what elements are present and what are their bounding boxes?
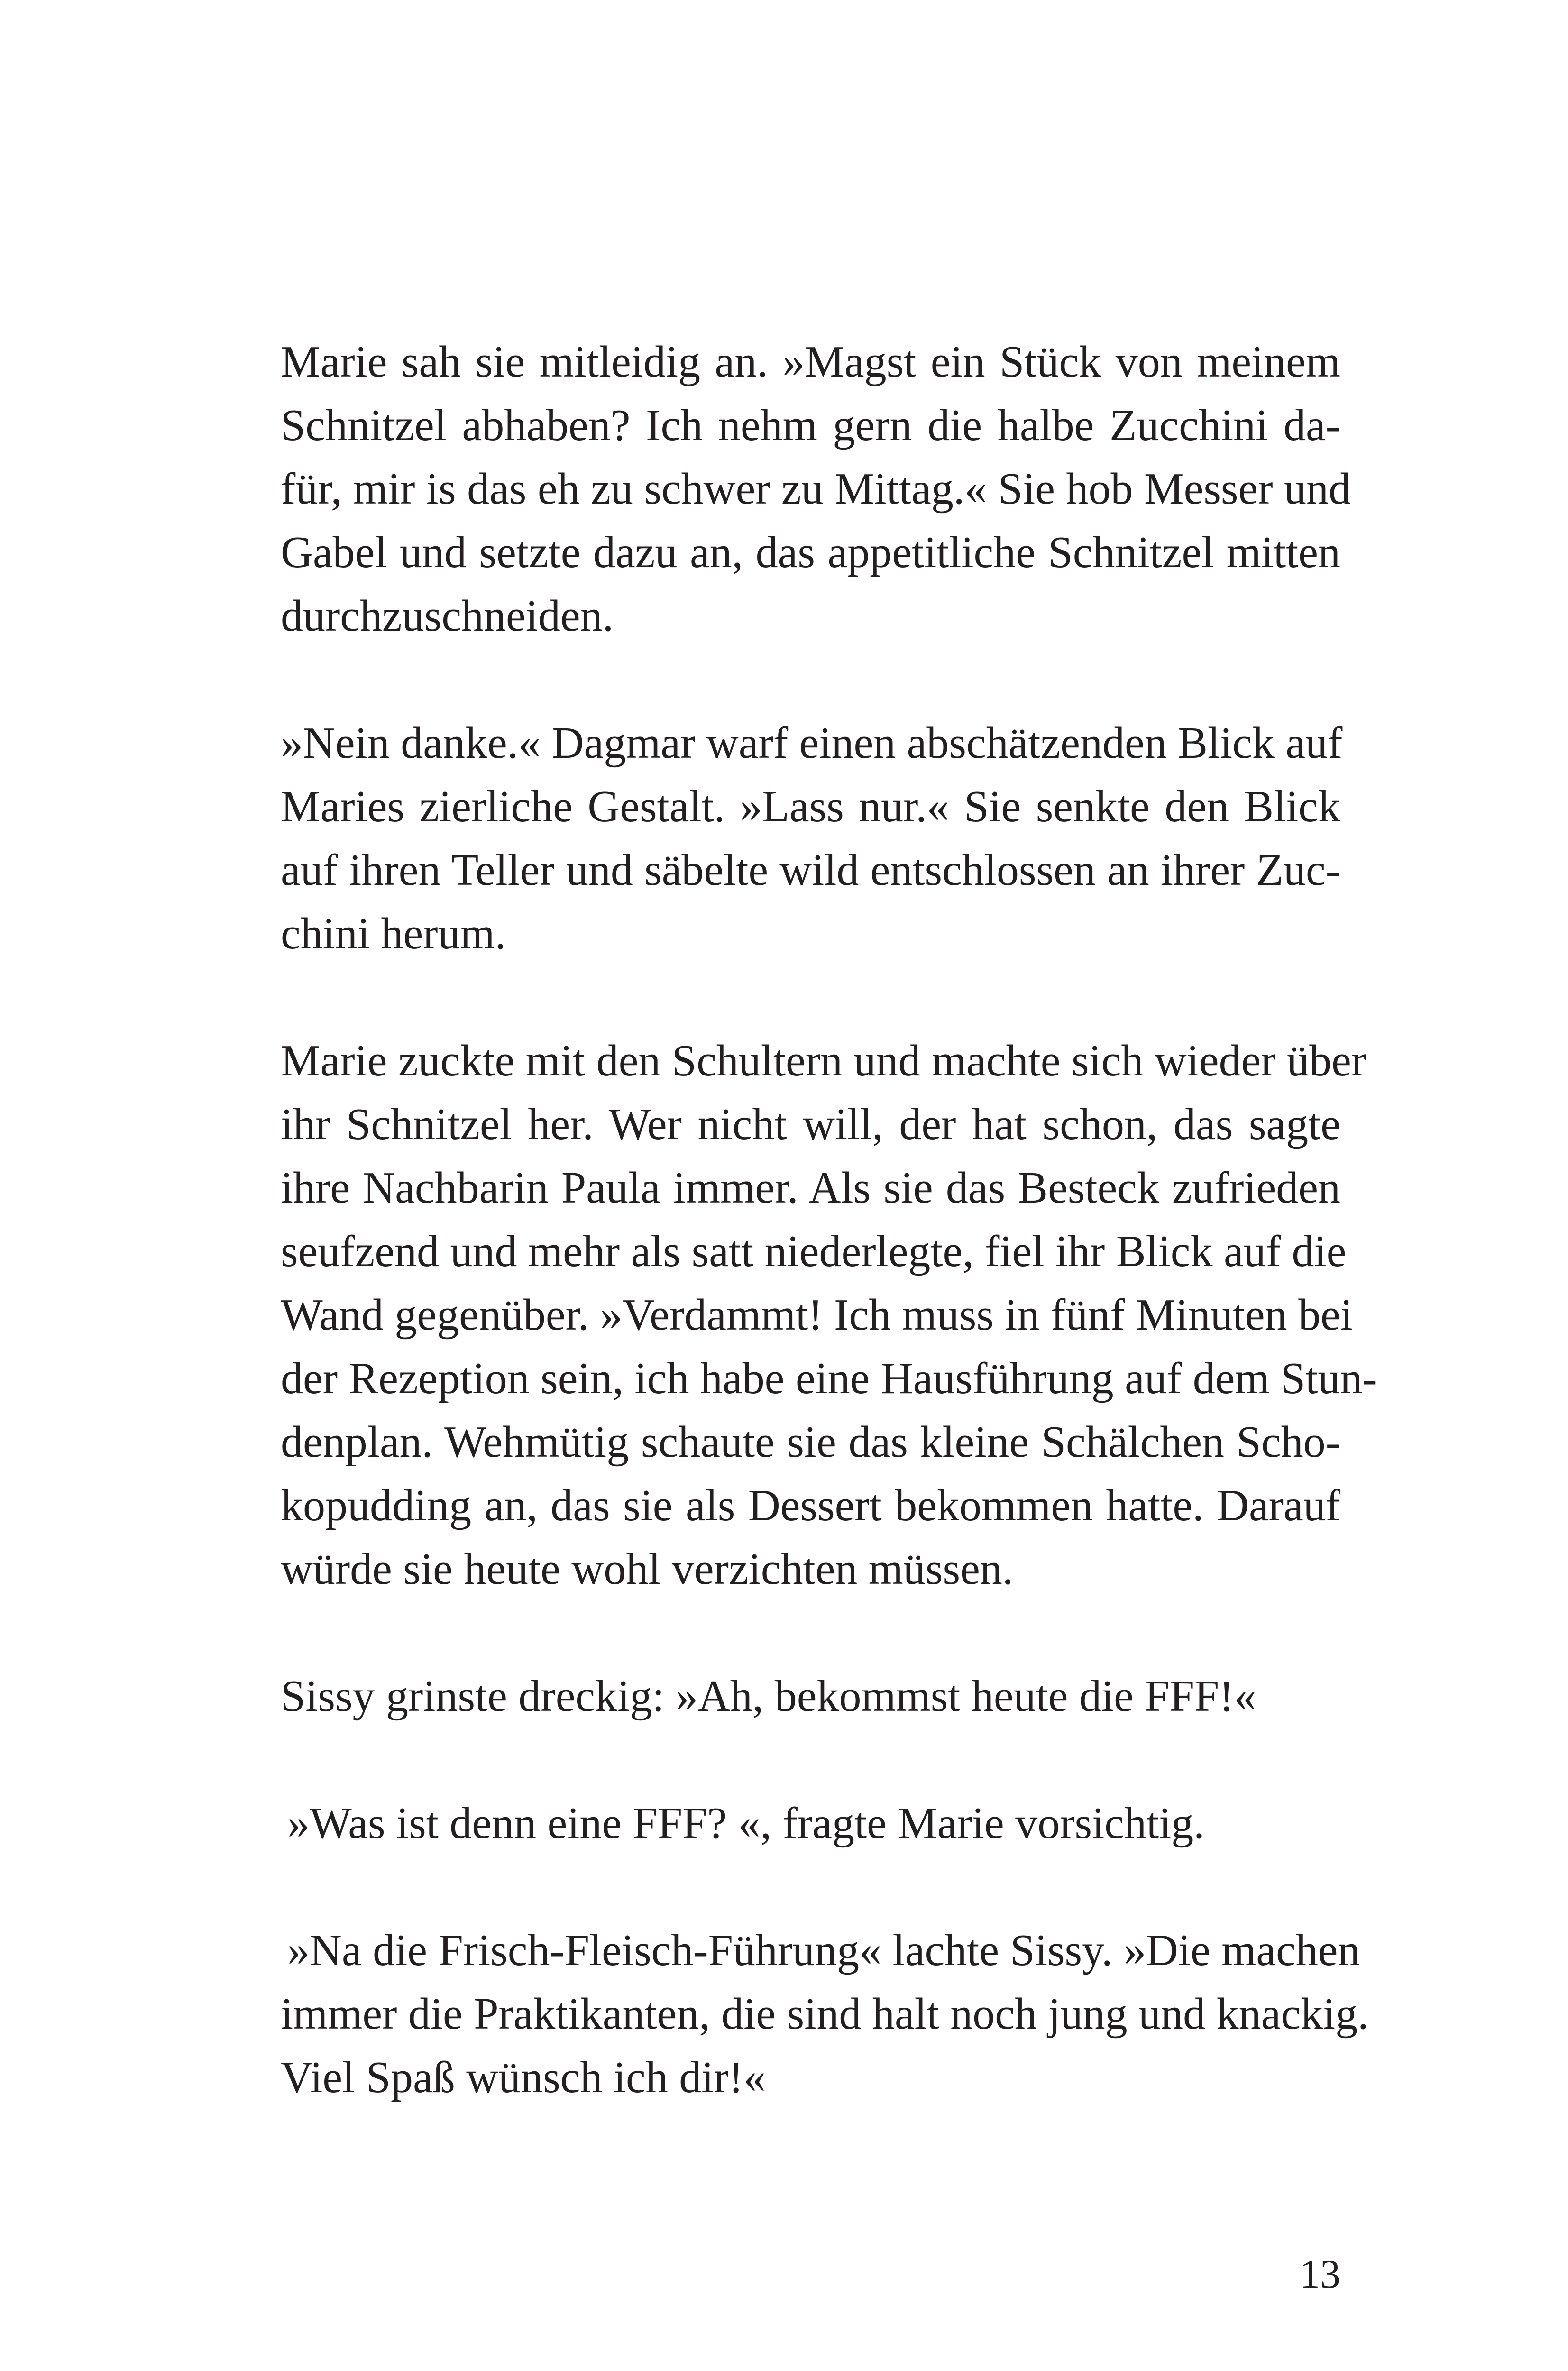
text-line: kopudding an, das sie als Dessert bekommen hatte. Darauf	[281, 1481, 1340, 1530]
text-line: Marie sah sie mitleidig an. »Magst ein Stück von meinem	[281, 337, 1340, 386]
text-line: immer die Praktikanten, die sind halt noch jung und knackig.	[281, 1989, 1369, 2039]
text-line: Maries zierliche Gestalt. »Lass nur.« Sie senkte den Blick	[281, 782, 1340, 831]
page-number: 13	[1300, 2251, 1340, 2297]
text-line: ihre Nachbarin Paula immer. Als sie das Besteck zufrieden	[281, 1163, 1340, 1213]
text-line: für, mir is das eh zu schwer zu Mittag.« Sie hob Messer und	[281, 464, 1351, 514]
text-line: »Na die Frisch-Fleisch-Führung« lachte Sissy. »Die machen	[287, 1926, 1360, 1975]
text-line: Gabel und setzte dazu an, das appetitliche Schnitzel mitten	[281, 528, 1340, 577]
paragraph-6	[281, 1919, 1369, 2109]
text-line: »Nein danke.« Dagmar warf einen abschätzenden Blick auf	[281, 718, 1343, 768]
text-line: auf ihren Teller und säbelte wild entschlossen an ihrer Zuc-	[281, 845, 1340, 895]
text-line: Wand gegenüber. »Verdammt! Ich muss in fünf Minuten bei	[281, 1290, 1353, 1340]
text-line: ihr Schnitzel her. Wer nicht will, der hat schon, das sagte	[281, 1100, 1340, 1149]
text-line: seufzend und mehr als satt niederlegte, fiel ihr Blick auf die	[281, 1227, 1347, 1276]
paragraph-5	[281, 1792, 1340, 1855]
text-line: Schnitzel abhaben? Ich nehm gern die halbe Zucchini da-	[281, 401, 1340, 450]
paragraph-4	[281, 1664, 1340, 1728]
text-line: Viel Spaß wünsch ich dir!«	[281, 2053, 766, 2102]
paragraph-1	[281, 330, 1351, 648]
text-line: Sissy grinste dreckig: »Ah, bekommst heute die FFF!«	[281, 1672, 1256, 1721]
text-line: denplan. Wehmütig schaute sie das kleine Schälchen Scho-	[281, 1417, 1340, 1467]
body-text	[281, 330, 1377, 2173]
text-line: würde sie heute wohl verzichten müssen.	[281, 1544, 1014, 1594]
text-line: durchzuschneiden.	[281, 591, 614, 641]
text-line: chini herum.	[281, 909, 506, 958]
text-line: Marie zuckte mit den Schultern und machte sich wieder über	[281, 1036, 1366, 1085]
paragraph-2	[281, 711, 1343, 965]
text-line: »Was ist denn eine FFF? «, fragte Marie vorsichtig.	[287, 1799, 1205, 1848]
text-line: der Rezeption sein, ich habe eine Hausführung auf dem Stun-	[281, 1354, 1377, 1403]
paragraph-3	[281, 1029, 1377, 1601]
